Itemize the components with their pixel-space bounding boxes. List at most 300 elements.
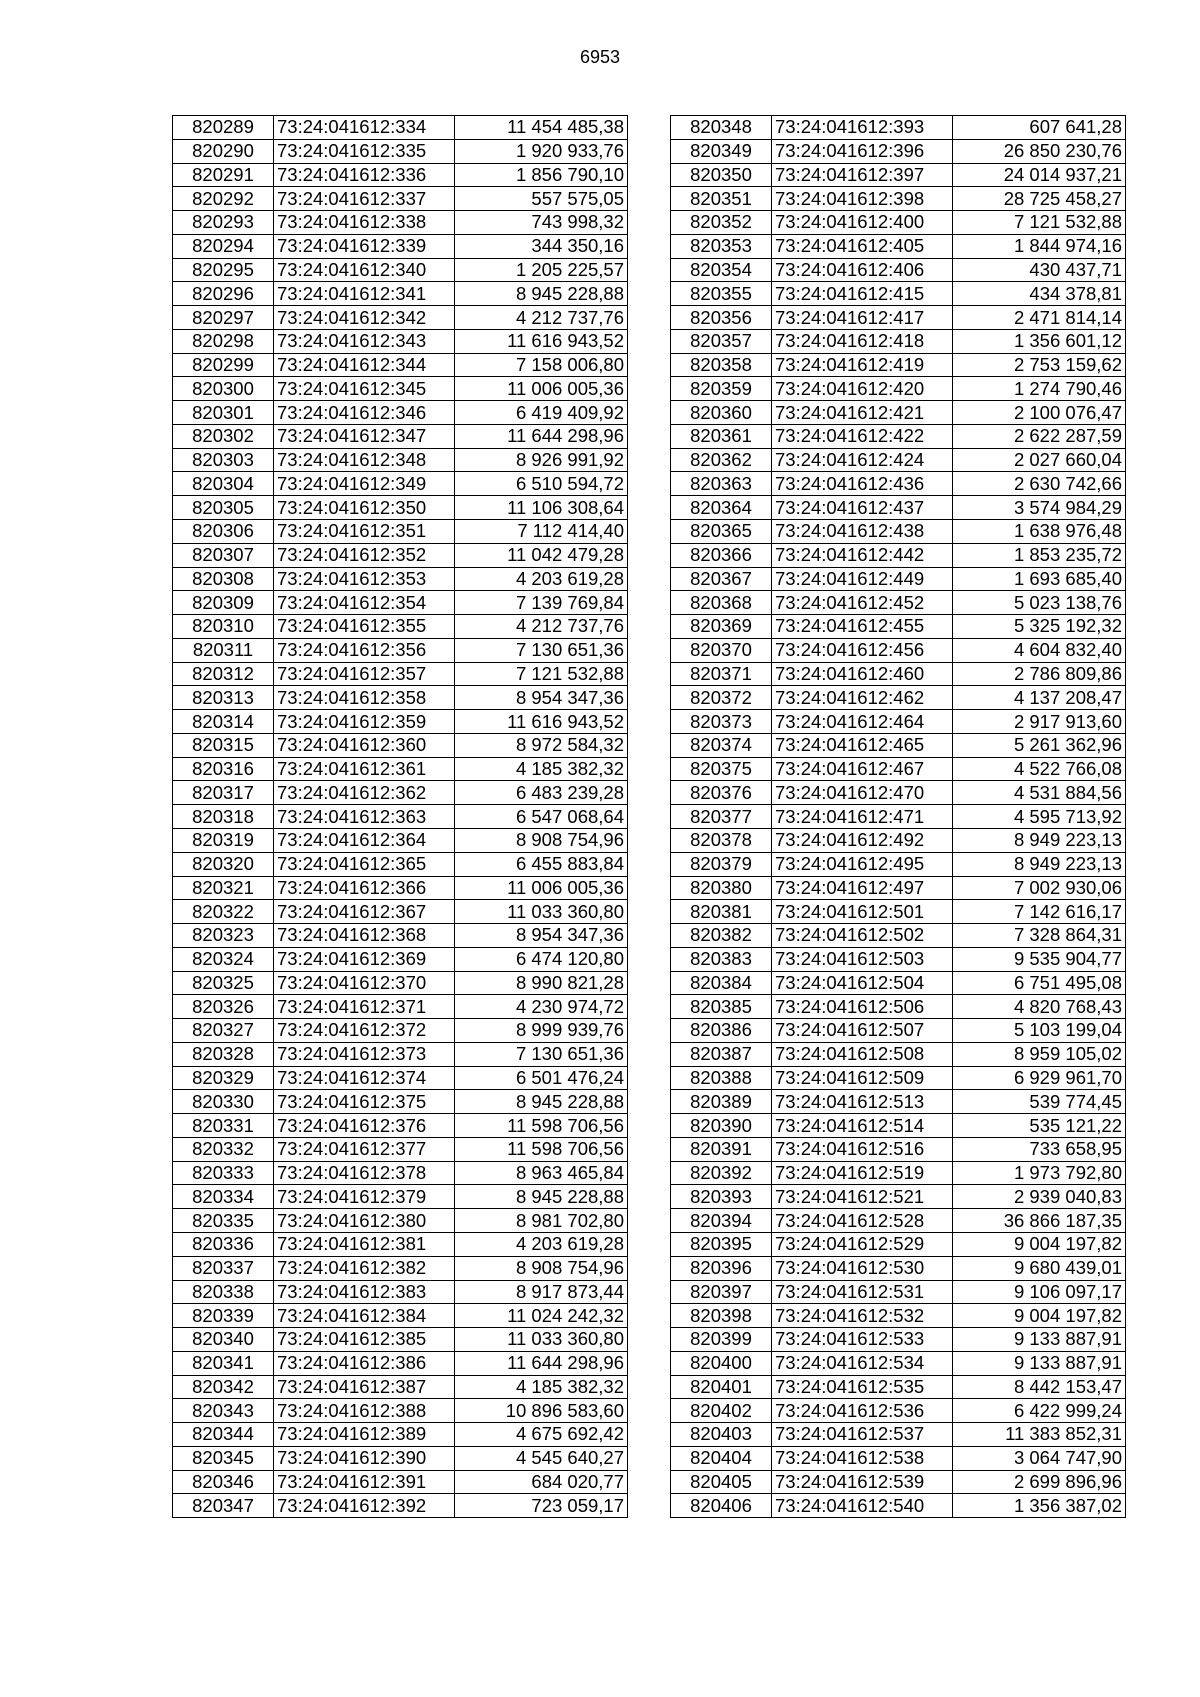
amount-cell: 26 850 230,76 [953,139,1126,163]
table-row [173,1280,628,1304]
cadastral-number-cell: 73:24:041612:354 [274,591,455,615]
amount-cell: 11 616 943,52 [455,329,628,353]
row-number-cell: 820292 [173,187,274,211]
cadastral-number-cell: 73:24:041612:335 [274,139,455,163]
cadastral-number-cell: 73:24:041612:375 [274,1090,455,1114]
amount-cell: 607 641,28 [953,116,1126,140]
table-row [671,733,1126,757]
table-row [173,234,628,258]
table-row [173,828,628,852]
data-table-left [172,115,628,1518]
amount-cell: 7 139 769,84 [455,591,628,615]
amount-cell: 7 002 930,06 [953,876,1126,900]
row-number-cell: 820393 [671,1185,772,1209]
amount-cell: 6 510 594,72 [455,472,628,496]
row-number-cell: 820293 [173,211,274,235]
row-number-cell: 820385 [671,995,772,1019]
cadastral-number-cell: 73:24:041612:438 [772,520,953,544]
cadastral-number-cell: 73:24:041612:343 [274,329,455,353]
amount-cell: 2 753 159,62 [953,353,1126,377]
table-row [671,638,1126,662]
amount-cell: 4 212 737,76 [455,615,628,639]
cadastral-number-cell: 73:24:041612:539 [772,1470,953,1494]
table-row [173,1256,628,1280]
amount-cell: 5 325 192,32 [953,615,1126,639]
amount-cell: 24 014 937,21 [953,163,1126,187]
table-row [173,567,628,591]
amount-cell: 9 004 197,82 [953,1232,1126,1256]
row-number-cell: 820290 [173,139,274,163]
row-number-cell: 820354 [671,258,772,282]
amount-cell: 11 033 360,80 [455,900,628,924]
amount-cell: 2 630 742,66 [953,472,1126,496]
cadastral-number-cell: 73:24:041612:390 [274,1446,455,1470]
table-row [671,1137,1126,1161]
cadastral-number-cell: 73:24:041612:356 [274,638,455,662]
row-number-cell: 820295 [173,258,274,282]
amount-cell: 5 023 138,76 [953,591,1126,615]
table-row [173,329,628,353]
cadastral-number-cell: 73:24:041612:537 [772,1423,953,1447]
cadastral-number-cell: 73:24:041612:495 [772,852,953,876]
amount-cell: 8 954 347,36 [455,924,628,948]
cadastral-number-cell: 73:24:041612:415 [772,282,953,306]
row-number-cell: 820349 [671,139,772,163]
row-number-cell: 820387 [671,1042,772,1066]
table-row [173,353,628,377]
row-number-cell: 820291 [173,163,274,187]
cadastral-number-cell: 73:24:041612:334 [274,116,455,140]
amount-cell: 8 917 873,44 [455,1280,628,1304]
row-number-cell: 820386 [671,1019,772,1043]
amount-cell: 11 042 479,28 [455,543,628,567]
amount-cell: 7 112 414,40 [455,520,628,544]
amount-cell: 9 535 904,77 [953,947,1126,971]
table-row [671,116,1126,140]
row-number-cell: 820323 [173,924,274,948]
cadastral-number-cell: 73:24:041612:386 [274,1351,455,1375]
amount-cell: 344 350,16 [455,234,628,258]
cadastral-number-cell: 73:24:041612:387 [274,1375,455,1399]
amount-cell: 8 990 821,28 [455,971,628,995]
cadastral-number-cell: 73:24:041612:377 [274,1137,455,1161]
table-row [671,306,1126,330]
table-row [671,1470,1126,1494]
amount-cell: 11 024 242,32 [455,1304,628,1328]
table-row [671,1209,1126,1233]
cadastral-number-cell: 73:24:041612:357 [274,662,455,686]
table-row [173,282,628,306]
amount-cell: 7 158 006,80 [455,353,628,377]
table-row [671,1090,1126,1114]
table-row [671,757,1126,781]
cadastral-number-cell: 73:24:041612:336 [274,163,455,187]
amount-cell: 4 185 382,32 [455,1375,628,1399]
row-number-cell: 820398 [671,1304,772,1328]
row-number-cell: 820375 [671,757,772,781]
amount-cell: 6 474 120,80 [455,947,628,971]
cadastral-number-cell: 73:24:041612:344 [274,353,455,377]
cadastral-number-cell: 73:24:041612:462 [772,686,953,710]
amount-cell: 8 926 991,92 [455,448,628,472]
amount-cell: 9 133 887,91 [953,1328,1126,1352]
table-row [173,306,628,330]
table-row [671,686,1126,710]
row-number-cell: 820322 [173,900,274,924]
table-row [671,1423,1126,1447]
cadastral-number-cell: 73:24:041612:455 [772,615,953,639]
row-number-cell: 820374 [671,733,772,757]
row-number-cell: 820297 [173,306,274,330]
amount-cell: 11 644 298,96 [455,1351,628,1375]
cadastral-number-cell: 73:24:041612:359 [274,710,455,734]
table-row [173,520,628,544]
table-row [173,424,628,448]
table-row [173,1399,628,1423]
amount-cell: 4 531 884,56 [953,781,1126,805]
table-row [173,211,628,235]
table-row [671,472,1126,496]
row-number-cell: 820391 [671,1137,772,1161]
cadastral-number-cell: 73:24:041612:397 [772,163,953,187]
table-row [173,496,628,520]
cadastral-number-cell: 73:24:041612:532 [772,1304,953,1328]
row-number-cell: 820343 [173,1399,274,1423]
cadastral-number-cell: 73:24:041612:376 [274,1114,455,1138]
amount-cell: 5 103 199,04 [953,1019,1126,1043]
row-number-cell: 820308 [173,567,274,591]
cadastral-number-cell: 73:24:041612:366 [274,876,455,900]
amount-cell: 8 981 702,80 [455,1209,628,1233]
cadastral-number-cell: 73:24:041612:388 [274,1399,455,1423]
cadastral-number-cell: 73:24:041612:516 [772,1137,953,1161]
table-row [173,995,628,1019]
table-row [173,900,628,924]
cadastral-number-cell: 73:24:041612:339 [274,234,455,258]
cadastral-number-cell: 73:24:041612:352 [274,543,455,567]
row-number-cell: 820379 [671,852,772,876]
row-number-cell: 820394 [671,1209,772,1233]
cadastral-number-cell: 73:24:041612:501 [772,900,953,924]
amount-cell: 8 945 228,88 [455,282,628,306]
row-number-cell: 820335 [173,1209,274,1233]
row-number-cell: 820319 [173,828,274,852]
cadastral-number-cell: 73:24:041612:424 [772,448,953,472]
amount-cell: 4 545 640,27 [455,1446,628,1470]
cadastral-number-cell: 73:24:041612:379 [274,1185,455,1209]
cadastral-number-cell: 73:24:041612:363 [274,805,455,829]
row-number-cell: 820306 [173,520,274,544]
row-number-cell: 820314 [173,710,274,734]
table-row [173,947,628,971]
row-number-cell: 820309 [173,591,274,615]
cadastral-number-cell: 73:24:041612:421 [772,401,953,425]
table-row [173,1185,628,1209]
row-number-cell: 820363 [671,472,772,496]
cadastral-number-cell: 73:24:041612:364 [274,828,455,852]
amount-cell: 2 471 814,14 [953,306,1126,330]
cadastral-number-cell: 73:24:041612:367 [274,900,455,924]
row-number-cell: 820382 [671,924,772,948]
amount-cell: 1 693 685,40 [953,567,1126,591]
table-row [671,662,1126,686]
cadastral-number-cell: 73:24:041612:492 [772,828,953,852]
cadastral-number-cell: 73:24:041612:436 [772,472,953,496]
row-number-cell: 820362 [671,448,772,472]
table-row [671,187,1126,211]
amount-cell: 539 774,45 [953,1090,1126,1114]
cadastral-number-cell: 73:24:041612:531 [772,1280,953,1304]
table-row [671,353,1126,377]
row-number-cell: 820381 [671,900,772,924]
amount-cell: 7 142 616,17 [953,900,1126,924]
table-row [173,1351,628,1375]
amount-cell: 1 356 601,12 [953,329,1126,353]
row-number-cell: 820327 [173,1019,274,1043]
table-row [173,852,628,876]
cadastral-number-cell: 73:24:041612:396 [772,139,953,163]
row-number-cell: 820405 [671,1470,772,1494]
amount-cell: 430 437,71 [953,258,1126,282]
table-row [173,638,628,662]
table-row [173,448,628,472]
cadastral-number-cell: 73:24:041612:380 [274,1209,455,1233]
amount-cell: 1 973 792,80 [953,1161,1126,1185]
table-row [173,543,628,567]
table-row [671,1494,1126,1518]
amount-cell: 7 130 651,36 [455,638,628,662]
row-number-cell: 820311 [173,638,274,662]
row-number-cell: 820351 [671,187,772,211]
cadastral-number-cell: 73:24:041612:502 [772,924,953,948]
cadastral-number-cell: 73:24:041612:347 [274,424,455,448]
amount-cell: 2 622 287,59 [953,424,1126,448]
table-row [173,258,628,282]
table-row [173,377,628,401]
row-number-cell: 820330 [173,1090,274,1114]
row-number-cell: 820378 [671,828,772,852]
cadastral-number-cell: 73:24:041612:419 [772,353,953,377]
cadastral-number-cell: 73:24:041612:373 [274,1042,455,1066]
row-number-cell: 820324 [173,947,274,971]
cadastral-number-cell: 73:24:041612:533 [772,1328,953,1352]
row-number-cell: 820395 [671,1232,772,1256]
table-row [671,211,1126,235]
amount-cell: 743 998,32 [455,211,628,235]
row-number-cell: 820331 [173,1114,274,1138]
row-number-cell: 820348 [671,116,772,140]
cadastral-number-cell: 73:24:041612:507 [772,1019,953,1043]
row-number-cell: 820333 [173,1161,274,1185]
cadastral-number-cell: 73:24:041612:530 [772,1256,953,1280]
row-number-cell: 820390 [671,1114,772,1138]
cadastral-number-cell: 73:24:041612:391 [274,1470,455,1494]
row-number-cell: 820397 [671,1280,772,1304]
table-row [671,781,1126,805]
row-number-cell: 820316 [173,757,274,781]
amount-cell: 4 522 766,08 [953,757,1126,781]
row-number-cell: 820355 [671,282,772,306]
amount-cell: 4 604 832,40 [953,638,1126,662]
table-row [173,1066,628,1090]
cadastral-number-cell: 73:24:041612:384 [274,1304,455,1328]
cadastral-number-cell: 73:24:041612:350 [274,496,455,520]
row-number-cell: 820406 [671,1494,772,1518]
row-number-cell: 820356 [671,306,772,330]
amount-cell: 8 949 223,13 [953,828,1126,852]
cadastral-number-cell: 73:24:041612:365 [274,852,455,876]
row-number-cell: 820350 [671,163,772,187]
table-row [671,1304,1126,1328]
table-row [173,615,628,639]
row-number-cell: 820294 [173,234,274,258]
row-number-cell: 820310 [173,615,274,639]
cadastral-number-cell: 73:24:041612:528 [772,1209,953,1233]
amount-cell: 8 963 465,84 [455,1161,628,1185]
amount-cell: 7 328 864,31 [953,924,1126,948]
amount-cell: 2 027 660,04 [953,448,1126,472]
row-number-cell: 820318 [173,805,274,829]
cadastral-number-cell: 73:24:041612:355 [274,615,455,639]
cadastral-number-cell: 73:24:041612:371 [274,995,455,1019]
table-row [671,1066,1126,1090]
table-row [671,1114,1126,1138]
amount-cell: 11 616 943,52 [455,710,628,734]
row-number-cell: 820342 [173,1375,274,1399]
cadastral-number-cell: 73:24:041612:449 [772,567,953,591]
table-row [671,567,1126,591]
row-number-cell: 820304 [173,472,274,496]
table-row [671,282,1126,306]
cadastral-number-cell: 73:24:041612:470 [772,781,953,805]
table-row [671,1446,1126,1470]
amount-cell: 6 455 883,84 [455,852,628,876]
cadastral-number-cell: 73:24:041612:368 [274,924,455,948]
table-row [173,472,628,496]
amount-cell: 4 137 208,47 [953,686,1126,710]
cadastral-number-cell: 73:24:041612:392 [274,1494,455,1518]
amount-cell: 4 675 692,42 [455,1423,628,1447]
cadastral-number-cell: 73:24:041612:346 [274,401,455,425]
table-row [671,805,1126,829]
table-row [671,163,1126,187]
amount-cell: 7 121 532,88 [953,211,1126,235]
table-row [173,1304,628,1328]
amount-cell: 11 598 706,56 [455,1114,628,1138]
row-number-cell: 820325 [173,971,274,995]
table-row [173,187,628,211]
cadastral-number-cell: 73:24:041612:353 [274,567,455,591]
amount-cell: 8 908 754,96 [455,1256,628,1280]
table-row [173,1470,628,1494]
amount-cell: 733 658,95 [953,1137,1126,1161]
table-row [671,1185,1126,1209]
amount-cell: 7 130 651,36 [455,1042,628,1066]
cadastral-number-cell: 73:24:041612:538 [772,1446,953,1470]
table-row [173,1328,628,1352]
table-row [173,1090,628,1114]
cadastral-number-cell: 73:24:041612:514 [772,1114,953,1138]
cadastral-number-cell: 73:24:041612:504 [772,971,953,995]
table-row [173,781,628,805]
amount-cell: 8 442 153,47 [953,1375,1126,1399]
cadastral-number-cell: 73:24:041612:465 [772,733,953,757]
cadastral-number-cell: 73:24:041612:340 [274,258,455,282]
row-number-cell: 820352 [671,211,772,235]
row-number-cell: 820326 [173,995,274,1019]
table-row [671,900,1126,924]
table-row [671,1375,1126,1399]
row-number-cell: 820341 [173,1351,274,1375]
cadastral-number-cell: 73:24:041612:372 [274,1019,455,1043]
row-number-cell: 820380 [671,876,772,900]
cadastral-number-cell: 73:24:041612:358 [274,686,455,710]
table-row [671,258,1126,282]
row-number-cell: 820357 [671,329,772,353]
cadastral-number-cell: 73:24:041612:540 [772,1494,953,1518]
amount-cell: 28 725 458,27 [953,187,1126,211]
cadastral-number-cell: 73:24:041612:422 [772,424,953,448]
table-row [671,1399,1126,1423]
table-row [671,139,1126,163]
row-number-cell: 820334 [173,1185,274,1209]
row-number-cell: 820353 [671,234,772,258]
cadastral-number-cell: 73:24:041612:400 [772,211,953,235]
table-row [671,1256,1126,1280]
amount-cell: 4 203 619,28 [455,1232,628,1256]
amount-cell: 5 261 362,96 [953,733,1126,757]
cadastral-number-cell: 73:24:041612:406 [772,258,953,282]
row-number-cell: 820336 [173,1232,274,1256]
row-number-cell: 820340 [173,1328,274,1352]
amount-cell: 1 853 235,72 [953,543,1126,567]
row-number-cell: 820317 [173,781,274,805]
amount-cell: 3 574 984,29 [953,496,1126,520]
amount-cell: 4 230 974,72 [455,995,628,1019]
cadastral-number-cell: 73:24:041612:381 [274,1232,455,1256]
table-row [173,971,628,995]
amount-cell: 557 575,05 [455,187,628,211]
cadastral-number-cell: 73:24:041612:398 [772,187,953,211]
table-row [173,1137,628,1161]
table-row [671,1042,1126,1066]
row-number-cell: 820312 [173,662,274,686]
table-row [173,686,628,710]
cadastral-number-cell: 73:24:041612:341 [274,282,455,306]
row-number-cell: 820301 [173,401,274,425]
cadastral-number-cell: 73:24:041612:452 [772,591,953,615]
row-number-cell: 820403 [671,1423,772,1447]
amount-cell: 11 598 706,56 [455,1137,628,1161]
cadastral-number-cell: 73:24:041612:536 [772,1399,953,1423]
table-row [173,1446,628,1470]
table-row [173,733,628,757]
table-row [173,139,628,163]
table-row [173,1161,628,1185]
amount-cell: 8 954 347,36 [455,686,628,710]
cadastral-number-cell: 73:24:041612:471 [772,805,953,829]
row-number-cell: 820369 [671,615,772,639]
table-row [671,947,1126,971]
table-row [173,1423,628,1447]
table-row [671,448,1126,472]
row-number-cell: 820320 [173,852,274,876]
table-row [671,1328,1126,1352]
amount-cell: 1 638 976,48 [953,520,1126,544]
cadastral-number-cell: 73:24:041612:389 [274,1423,455,1447]
row-number-cell: 820400 [671,1351,772,1375]
row-number-cell: 820358 [671,353,772,377]
